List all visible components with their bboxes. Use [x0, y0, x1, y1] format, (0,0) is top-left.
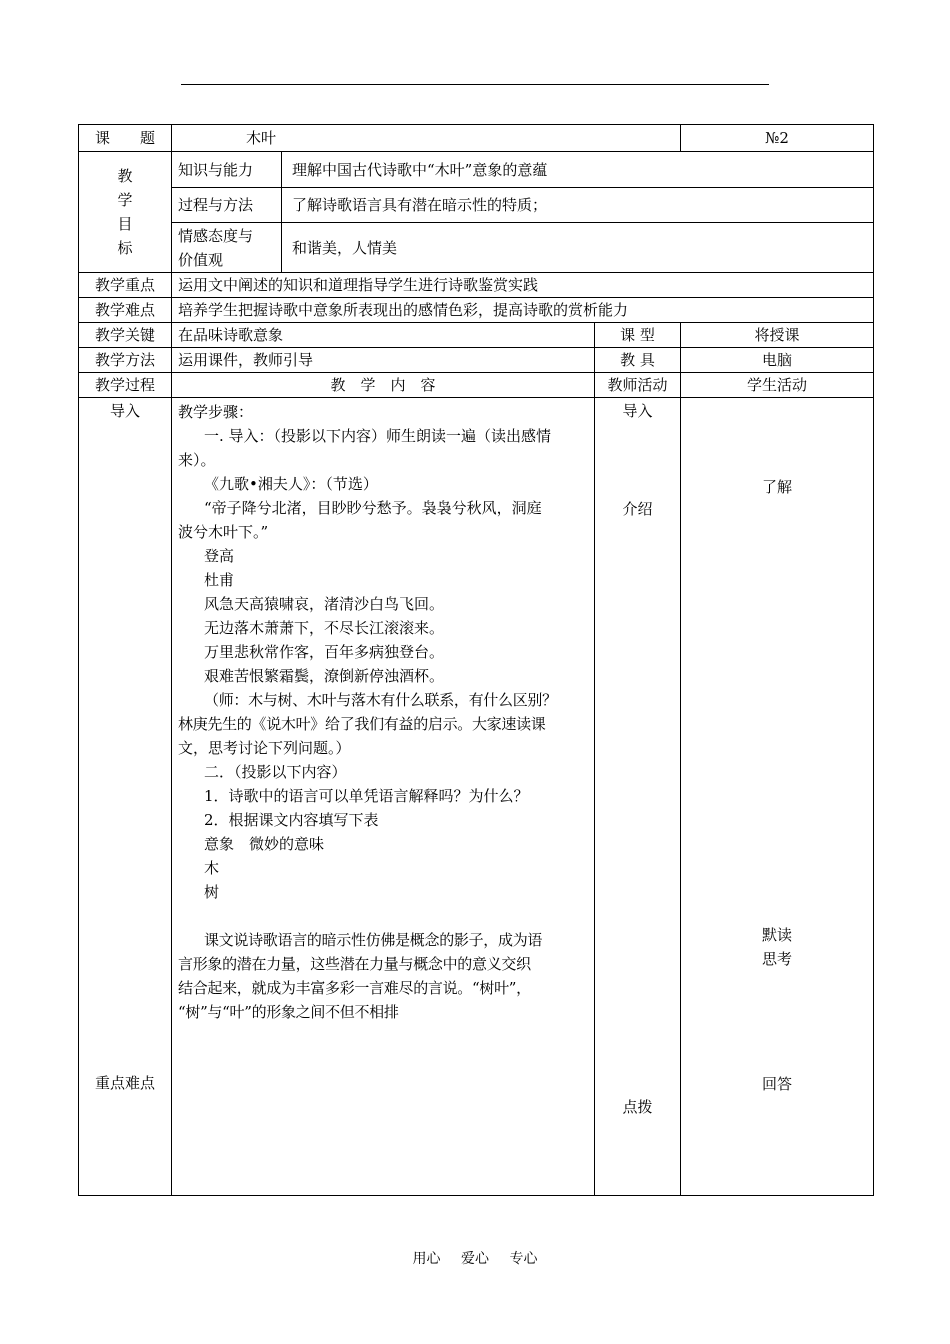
goal-knowledge-text: 理解中国古代诗歌中“木叶”意象的意蕴 [282, 152, 874, 188]
steps-title: 教学步骤： [178, 403, 254, 421]
header-rule [181, 84, 769, 85]
student-activity-column: 了解 默读 思考 回答 [681, 398, 874, 1196]
lesson-plan-table [78, 124, 874, 1196]
key-point-text: 运用文中阐述的知识和道理指导学生进行诗歌鉴赏实践 [172, 273, 874, 298]
goal-process-label: 过程与方法 [172, 188, 282, 223]
lesson-type-label: 课 型 [595, 323, 681, 348]
method-text: 运用课件，教师引导 [172, 348, 595, 373]
page-footer: 用心 爱心 专心 [412, 1251, 538, 1267]
row-difficulty [79, 298, 874, 323]
difficulty-label: 教学难点 [79, 298, 172, 323]
goal-emotion-label: 情感态度与 价值观 [172, 223, 282, 273]
process-content-header: 教 学 内 容 [172, 373, 595, 398]
row-process-header [79, 373, 874, 398]
method-label: 教学方法 [79, 348, 172, 373]
process-content: 教学步骤： 一. 导入：（投影以下内容）师生朗读一遍（读出感情 来）。 《九歌•湘夫人》：（节选） “帝子降兮北渚，目眇眇兮愁予。袅袅兮秋风，洞庭 波兮木叶下。” 登高 杜甫 风急天高猿啸哀，渚清沙白鸟飞回。 无边落木萧萧下，不尽长江滚滚来。 万里悲秋常作客，百年多病独登台。 艰难苦恨繁霜鬓，潦倒新停浊酒杯。 （师：木与树、木叶与落木有什么联系，有什么区别？ 林庚先生的《说木叶》给了我们有益的启示。大家速读课 文，思考讨论下列问题。） 二．（投影以下内容） 1．诗歌中的语言可以单凭语言解释吗？为什么？ 2．根据课文内容填写下表 意象 微妙的意味 木 树 课文说诗歌语言的暗示性仿佛是概念的影子，成为语 言形象的潜在力量，这些潜在力量与概念中的意义交织 结合起来，就成为丰富多彩一言难尽的言说。“树叶”， “树”与“叶”的形象之间不但不相排 [172, 398, 595, 1196]
row-process-body [79, 398, 874, 1196]
row-goal-knowledge [79, 152, 874, 188]
lesson-title: 木叶 [172, 125, 681, 152]
row-key-point [79, 273, 874, 298]
teacher-activity-header: 教师活动 [595, 373, 681, 398]
stage-intro: 导入 [109, 402, 140, 420]
row-lesson-title [79, 125, 874, 152]
difficulty-text: 培养学生把握诗歌中意象所表现出的感情色彩，提高诗歌的赏析能力 [172, 298, 874, 323]
crux-label: 教学关键 [79, 323, 172, 348]
teaching-goals-label: 教 学 目 标 [79, 152, 172, 273]
key-point-label: 教学重点 [79, 273, 172, 298]
goal-process-text: 了解诗歌语言具有潜在暗示性的特质； [282, 188, 874, 223]
goal-emotion-text: 和谐美，人情美 [282, 223, 874, 273]
lesson-number: №2 [681, 125, 874, 152]
student-activity-header: 学生活动 [681, 373, 874, 398]
row-crux [79, 323, 874, 348]
lesson-type-value: 将授课 [681, 323, 874, 348]
stage-key-difficulty: 重点难点 [94, 1074, 155, 1092]
row-goal-process [79, 188, 874, 223]
teacher-activity-column: 导入 介绍 点拨 [595, 398, 681, 1196]
tools-value: 电脑 [681, 348, 874, 373]
lesson-label: 课 题 [79, 125, 172, 152]
row-method [79, 348, 874, 373]
tools-label: 教 具 [595, 348, 681, 373]
goal-knowledge-label: 知识与能力 [172, 152, 282, 188]
crux-text: 在品味诗歌意象 [172, 323, 595, 348]
process-label: 教学过程 [79, 373, 172, 398]
stage-column [79, 398, 172, 1196]
row-goal-emotion [79, 223, 874, 273]
